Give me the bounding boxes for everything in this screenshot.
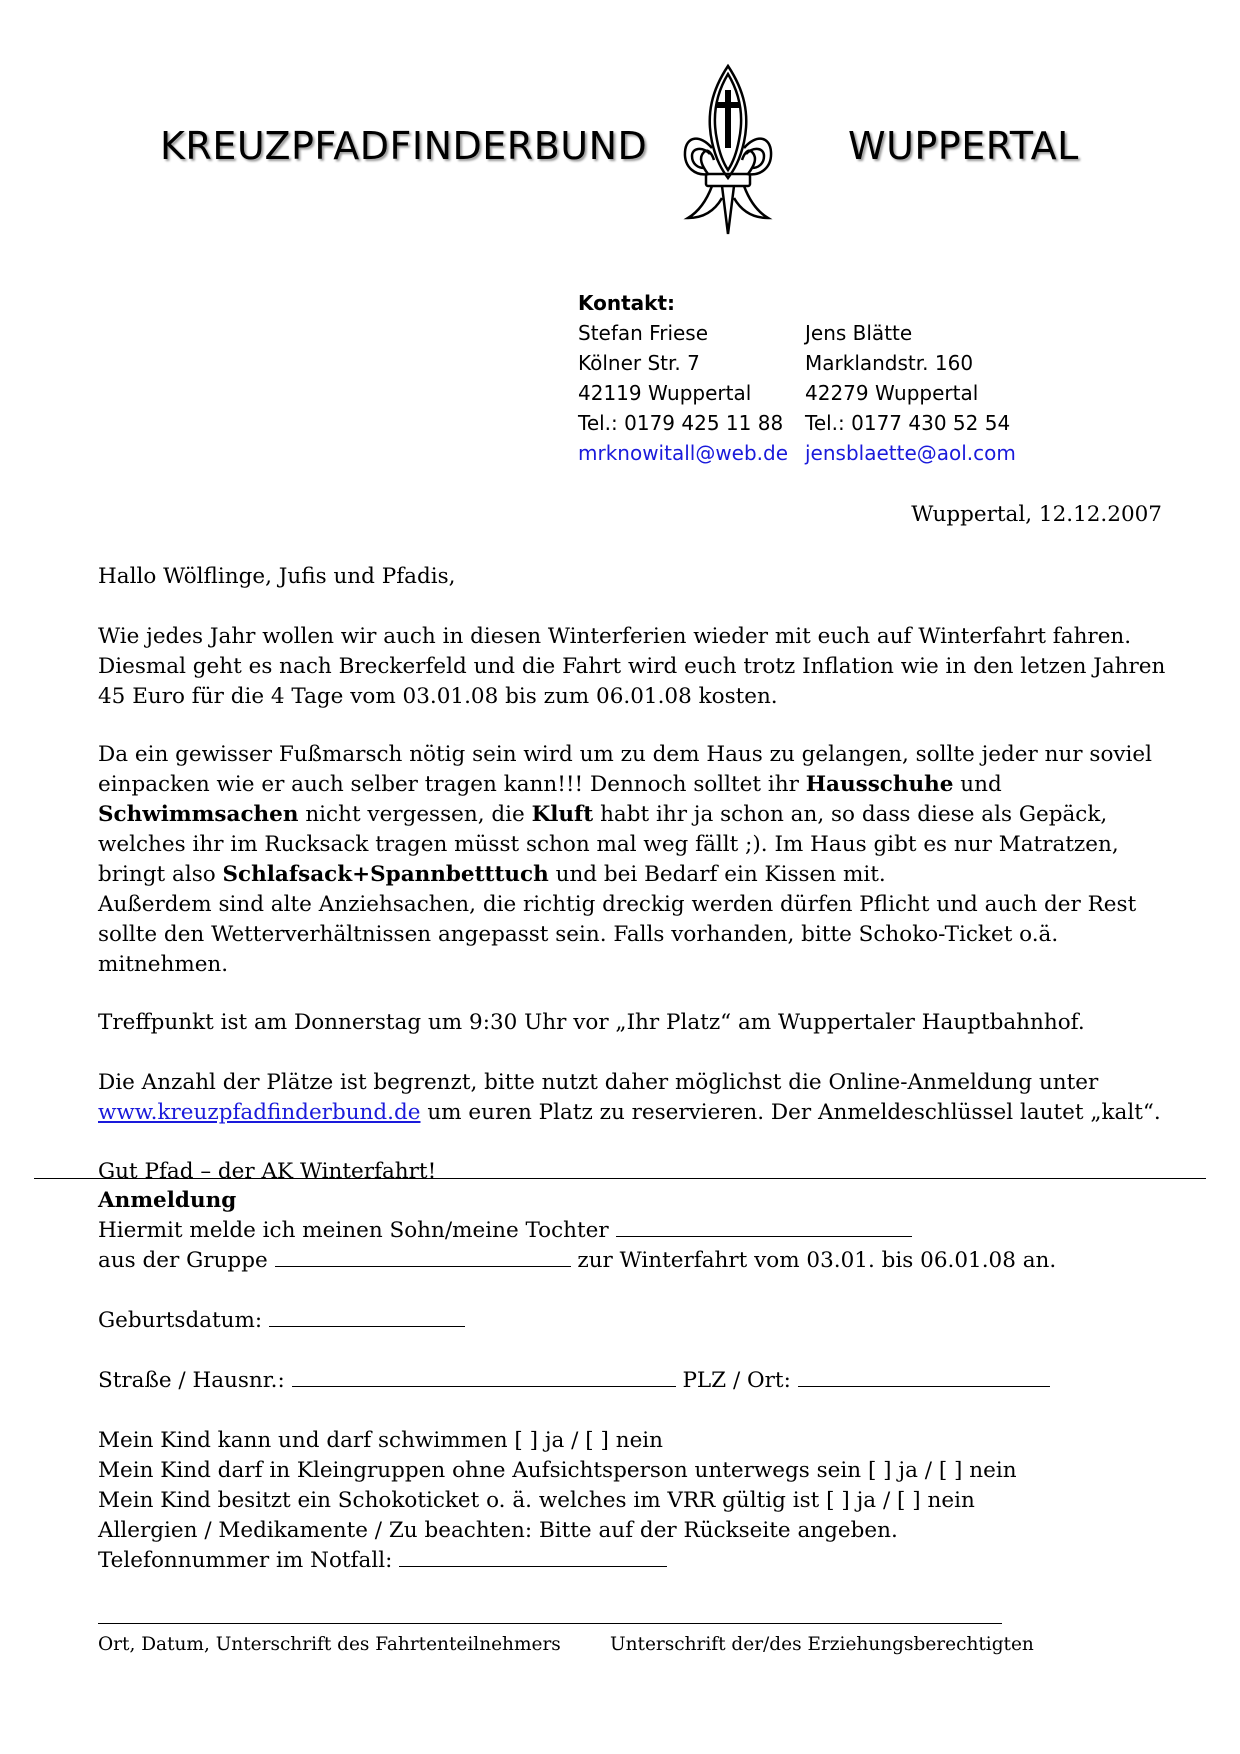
consent-questions (98, 1426, 1168, 1576)
packing-paragraph (98, 740, 1168, 980)
checkbox-ja[interactable]: [ ] (867, 1458, 892, 1483)
text-line: sollte den Wetterverhältnissen angepasst sein. Falls vorhanden, bitte Schoko-Ticket o.ä. (98, 922, 1059, 947)
letterhead-right: WUPPERTAL (848, 124, 1079, 168)
letterhead-left: KREUZPFADFINDERBUND (160, 124, 648, 168)
option-label: nein (969, 1458, 1017, 1483)
meeting-point: Treffpunkt ist am Donnerstag um 9:30 Uhr vor „Ihr Platz“ am Wuppertaler Hauptbahnhof. (98, 1010, 1085, 1035)
fleur-de-lis-cross-icon (682, 62, 774, 238)
signature-label-guardian: Unterschrift der/des Erziehungsberechtigten (610, 1634, 1034, 1655)
contact-title: Kontakt: (578, 291, 676, 315)
option-label: ja / (898, 1458, 932, 1483)
intro-paragraph (98, 622, 1168, 712)
checkbox-ja[interactable]: [ ] (826, 1488, 850, 1513)
text-line: Außerdem sind alte Anziehsachen, die richtig dreckig werden dürfen Pflicht und auch der Rest (98, 892, 1137, 917)
bold-run: Schwimmsachen (98, 802, 299, 827)
contact-block (578, 288, 1016, 465)
form-line (98, 1546, 1168, 1576)
option-label: ja / (856, 1488, 891, 1513)
text-line: Wie jedes Jahr wollen wir auch in diesen Winterferien wieder mit euch auf Winterfahrt fahren. (98, 624, 1132, 649)
contact-email-link[interactable]: mrknowitall@web.de (578, 441, 789, 465)
greeting: Hallo Wölflinge, Jufis und Pfadis, (98, 564, 456, 589)
form-line (98, 1366, 1168, 1396)
plz-city-field[interactable] (798, 1366, 1050, 1387)
form-label: PLZ / Ort: (682, 1368, 791, 1393)
text-line: Da ein gewisser Fußmarsch nötig sein wird um zu dem Haus zu gelangen, sollte jeder nur soviel (98, 742, 1153, 767)
registration-form (98, 1186, 1168, 1276)
contact-name: Stefan Friese (578, 321, 709, 345)
question-text: Mein Kind kann und darf schwimmen (98, 1428, 508, 1453)
contact-person-1 (578, 318, 788, 468)
text-line (98, 860, 1168, 890)
contact-street: Marklandstr. 160 (805, 351, 974, 375)
bold-run: Kluft (531, 802, 594, 827)
text-run: um euren Platz zu reservieren. Der Anmeldeschlüssel lautet „kalt“. (420, 1100, 1161, 1125)
text-line: mitnehmen. (98, 952, 229, 977)
contact-email-link[interactable]: jensblaette@aol.com (805, 441, 1016, 465)
text-line: 45 Euro für die 4 Tage vom 03.01.08 bis zum 06.01.08 kosten. (98, 684, 778, 709)
text-line: Die Anzahl der Plätze ist begrenzt, bitte nutzt daher möglichst die Online-Anmeldung unter (98, 1070, 1099, 1095)
text-line (98, 800, 1168, 830)
bold-run: Schlafsack+Spannbetttuch (222, 862, 549, 887)
text-run: bringt also (98, 862, 223, 887)
option-label: nein (927, 1488, 975, 1513)
form-line: Allergien / Medikamente / Zu beachten: Bitte auf der Rückseite angeben. (98, 1518, 898, 1543)
contact-person-2 (805, 318, 1016, 468)
signature-line[interactable] (98, 1623, 1002, 1624)
form-label: Straße / Hausnr.: (98, 1368, 285, 1393)
street-field[interactable] (292, 1366, 676, 1387)
form-label: Telefonnummer im Notfall: (98, 1548, 393, 1573)
text-line (98, 770, 1168, 800)
form-line (98, 1306, 1168, 1336)
signature-label-participant: Ort, Datum, Unterschrift des Fahrtenteilnehmers (98, 1634, 561, 1655)
form-title (98, 1186, 1168, 1216)
form-label: aus der Gruppe (98, 1248, 268, 1273)
form-line (98, 1246, 1168, 1276)
question-text: Mein Kind besitzt ein Schokoticket o. ä. welches im VRR gültig ist (98, 1488, 820, 1513)
birthdate-field[interactable] (269, 1306, 465, 1327)
text-run: habt ihr ja schon an, so dass diese als Gepäck, (593, 802, 1108, 827)
checkbox-nein[interactable]: [ ] (938, 1458, 963, 1483)
child-name-field[interactable] (616, 1216, 912, 1237)
website-link[interactable]: www.kreuzpfadfinderbund.de (98, 1100, 421, 1125)
text-run: einpacken wie er auch selber tragen kann!!! Dennoch solltet ihr (98, 772, 806, 797)
contact-phone: Tel.: 0177 430 52 54 (805, 411, 1011, 435)
contact-city: 42279 Wuppertal (805, 381, 979, 405)
contact-phone: Tel.: 0179 425 11 88 (578, 411, 784, 435)
group-field[interactable] (275, 1246, 571, 1267)
option-label: ja / (544, 1428, 579, 1453)
form-label: Hiermit melde ich meinen Sohn/meine Tochter (98, 1218, 609, 1243)
checkbox-nein[interactable]: [ ] (897, 1488, 921, 1513)
form-label: zur Winterfahrt vom 03.01. bis 06.01.08 an. (577, 1248, 1057, 1273)
cut-line (34, 1178, 1206, 1179)
text-line: welches ihr im Rucksack tragen müsst schon mal weg fällt ;). Im Haus gibt es nur Matratzen, (98, 832, 1119, 857)
question-text: Mein Kind darf in Kleingruppen ohne Aufsichtsperson unterwegs sein (98, 1458, 862, 1483)
bold-run: Hausschuhe (805, 772, 954, 797)
emergency-phone-field[interactable] (399, 1546, 667, 1567)
form-line (98, 1426, 1168, 1456)
contact-street: Kölner Str. 7 (578, 351, 700, 375)
text-line: Diesmal geht es nach Breckerfeld und die Fahrt wird euch trotz Inflation wie in den letzen Jahren (98, 654, 1166, 679)
form-label: Geburtsdatum: (98, 1308, 263, 1333)
form-line (98, 1456, 1168, 1486)
text-run: und (953, 772, 1002, 797)
option-label: nein (615, 1428, 664, 1453)
closing: Gut Pfad – der AK Winterfahrt! (98, 1159, 437, 1184)
date-line: Wuppertal, 12.12.2007 (911, 502, 1162, 527)
contact-city: 42119 Wuppertal (578, 381, 752, 405)
text-run: und bei Bedarf ein Kissen mit. (548, 862, 886, 887)
form-title-text: Anmeldung (98, 1188, 237, 1213)
registration-paragraph (98, 1068, 1168, 1128)
form-line (98, 1486, 1168, 1516)
contact-name: Jens Blätte (805, 321, 913, 345)
form-line (98, 1216, 1168, 1246)
text-line (98, 1098, 1168, 1128)
text-run: nicht vergessen, die (298, 802, 532, 827)
checkbox-ja[interactable]: [ ] (514, 1428, 539, 1453)
checkbox-nein[interactable]: [ ] (585, 1428, 609, 1453)
